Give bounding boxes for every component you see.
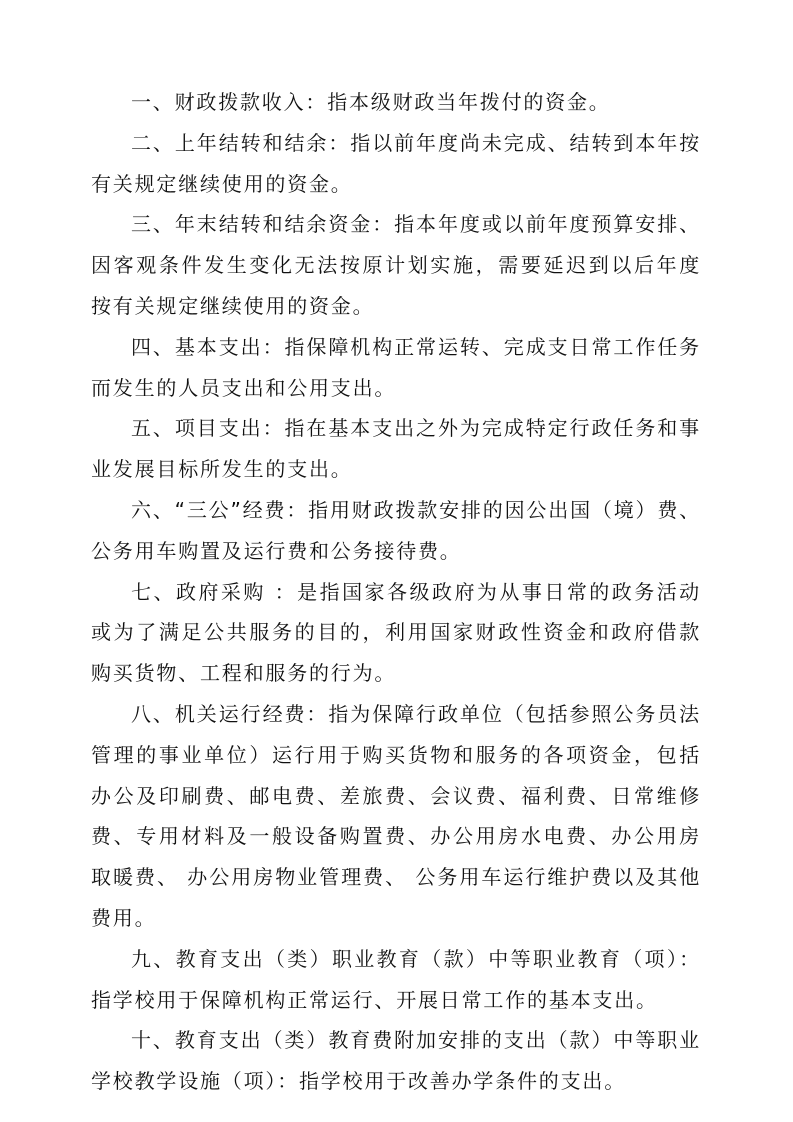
document-body xyxy=(91,82,701,1102)
paragraph-5: 五、项目支出：指在基本支出之外为完成特定行政任务和事业发展目标所发生的支出。 xyxy=(91,416,701,482)
paragraph-4: 四、基本支出：指保障机构正常运转、完成支日常工作任务而发生的人员支出和公用支出。 xyxy=(91,334,701,400)
paragraph-3: 三、年末结转和结余资金：指本年度或以前年度预算安排、因客观条件发生变化无法按原计划实施，需要延迟到以后年度按有关规定继续使用的资金。 xyxy=(91,212,701,318)
paragraph-6: 六、“三公”经费：指用财政拨款安排的因公出国（境）费、公务用车购置及运行费和公务接待费。 xyxy=(91,497,701,563)
paragraph-9: 九、教育支出（类）职业教育（款）中等职业教育（项）：指学校用于保障机构正常运行、开展日常工作的基本支出。 xyxy=(91,946,701,1012)
paragraph-1: 一、财政拨款收入：指本级财政当年拨付的资金。 xyxy=(131,90,611,114)
paragraph-8: 八、机关运行经费：指为保障行政单位（包括参照公务员法管理的事业单位）运行用于购买货物和服务的各项资金，包括办公及印刷费、邮电费、差旅费、会议费、福利费、日常维修费、专用材料及一般设备购置费、办公用房水电费、办公用房取暖费、 办公用房物业管理费、 公务用车运行维护费以及其他费用。 xyxy=(91,701,701,930)
paragraph-7: 七、政府采购 ：是指国家各级政府为从事日常的政务活动或为了满足公共服务的目的，利用国家财政性资金和政府借款购买货物、工程和服务的行为。 xyxy=(91,579,701,686)
paragraph-2: 二、上年结转和结余：指以前年度尚未完成、结转到本年按有关规定继续使用的资金。 xyxy=(91,130,701,196)
paragraph-10: 十、教育支出（类）教育费附加安排的支出（款）中等职业学校教学设施（项）：指学校用于改善办学条件的支出。 xyxy=(91,1028,701,1094)
